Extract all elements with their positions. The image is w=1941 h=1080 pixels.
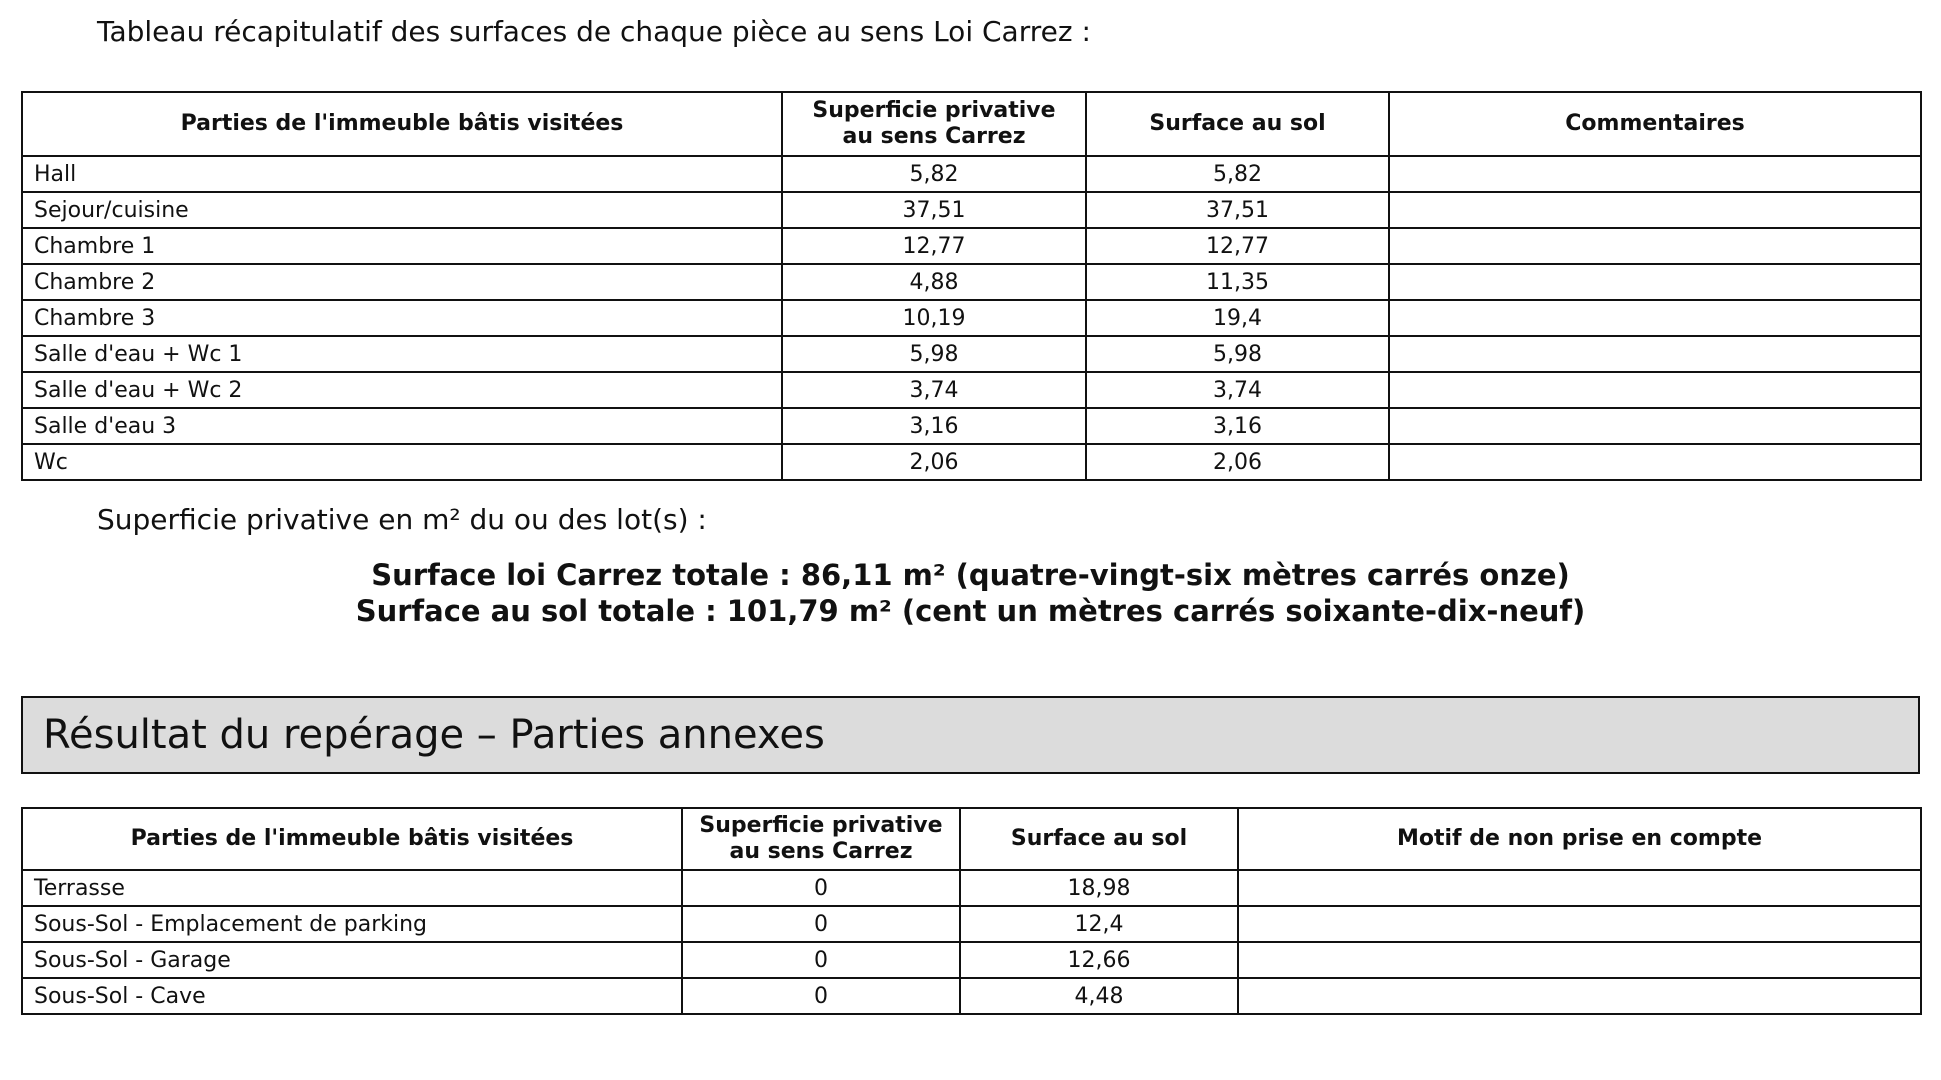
room-name-cell: Salle d'eau 3 bbox=[22, 408, 782, 444]
carrez-value-cell: 3,16 bbox=[782, 408, 1086, 444]
table-row bbox=[22, 444, 1921, 480]
room-name-cell: Hall bbox=[22, 156, 782, 192]
carrez-value-cell: 37,51 bbox=[782, 192, 1086, 228]
motif-cell bbox=[1238, 978, 1921, 1014]
comment-cell bbox=[1389, 264, 1921, 300]
table-header-row bbox=[22, 808, 1921, 870]
carrez-value-cell: 10,19 bbox=[782, 300, 1086, 336]
carrez-surface-table bbox=[21, 91, 1922, 481]
comment-cell bbox=[1389, 408, 1921, 444]
carrez-value-cell: 4,88 bbox=[782, 264, 1086, 300]
room-name-cell: Chambre 2 bbox=[22, 264, 782, 300]
sol-value-cell: 19,4 bbox=[1086, 300, 1389, 336]
table-row bbox=[22, 228, 1921, 264]
room-name-cell: Sejour/cuisine bbox=[22, 192, 782, 228]
section-title: Résultat du repérage – Parties annexes bbox=[43, 712, 825, 758]
table-row bbox=[22, 336, 1921, 372]
intro-text: Tableau récapitulatif des surfaces de chaque pièce au sens Loi Carrez : bbox=[97, 15, 1091, 48]
table-row bbox=[22, 906, 1921, 942]
carrez-value-cell: 2,06 bbox=[782, 444, 1086, 480]
sol-value-cell: 12,77 bbox=[1086, 228, 1389, 264]
sol-value-cell: 12,4 bbox=[960, 906, 1238, 942]
column-header-superficie-carrez: Superficie privative au sens Carrez bbox=[682, 808, 960, 870]
carrez-value-cell: 12,77 bbox=[782, 228, 1086, 264]
carrez-value-cell: 0 bbox=[682, 978, 960, 1014]
table-header-row bbox=[22, 92, 1921, 156]
sol-value-cell: 12,66 bbox=[960, 942, 1238, 978]
room-name-cell: Wc bbox=[22, 444, 782, 480]
sol-value-cell: 5,98 bbox=[1086, 336, 1389, 372]
motif-cell bbox=[1238, 942, 1921, 978]
annex-surface-table bbox=[21, 807, 1922, 1015]
column-header-parties: Parties de l'immeuble bâtis visitées bbox=[22, 808, 682, 870]
carrez-total: Surface loi Carrez totale : 86,11 m² (quatre-vingt-six mètres carrés onze) bbox=[371, 558, 1570, 592]
sol-value-cell: 37,51 bbox=[1086, 192, 1389, 228]
carrez-value-cell: 5,98 bbox=[782, 336, 1086, 372]
annex-name-cell: Sous-Sol - Cave bbox=[22, 978, 682, 1014]
table-row bbox=[22, 942, 1921, 978]
sol-value-cell: 11,35 bbox=[1086, 264, 1389, 300]
carrez-value-cell: 5,82 bbox=[782, 156, 1086, 192]
section-header bbox=[21, 696, 1920, 774]
comment-cell bbox=[1389, 336, 1921, 372]
sol-value-cell: 18,98 bbox=[960, 870, 1238, 906]
sol-value-cell: 2,06 bbox=[1086, 444, 1389, 480]
sol-total: Surface au sol totale : 101,79 m² (cent un mètres carrés soixante-dix-neuf) bbox=[355, 594, 1586, 628]
comment-cell bbox=[1389, 444, 1921, 480]
column-header-parties: Parties de l'immeuble bâtis visitées bbox=[22, 92, 782, 156]
room-name-cell: Salle d'eau + Wc 1 bbox=[22, 336, 782, 372]
room-name-cell: Chambre 1 bbox=[22, 228, 782, 264]
carrez-value-cell: 0 bbox=[682, 942, 960, 978]
table-row bbox=[22, 156, 1921, 192]
annex-name-cell: Sous-Sol - Emplacement de parking bbox=[22, 906, 682, 942]
comment-cell bbox=[1389, 156, 1921, 192]
column-header-surface-sol: Surface au sol bbox=[1086, 92, 1389, 156]
annex-name-cell: Terrasse bbox=[22, 870, 682, 906]
column-header-superficie-carrez: Superficie privative au sens Carrez bbox=[782, 92, 1086, 156]
column-header-surface-sol: Surface au sol bbox=[960, 808, 1238, 870]
sol-value-cell: 4,48 bbox=[960, 978, 1238, 1014]
carrez-value-cell: 0 bbox=[682, 870, 960, 906]
sol-value-cell: 3,74 bbox=[1086, 372, 1389, 408]
motif-cell bbox=[1238, 870, 1921, 906]
table-row bbox=[22, 978, 1921, 1014]
table-row bbox=[22, 264, 1921, 300]
carrez-value-cell: 0 bbox=[682, 906, 960, 942]
sol-value-cell: 5,82 bbox=[1086, 156, 1389, 192]
lot-surface-label: Superficie privative en m² du ou des lot(s) : bbox=[97, 503, 707, 536]
motif-cell bbox=[1238, 906, 1921, 942]
room-name-cell: Salle d'eau + Wc 2 bbox=[22, 372, 782, 408]
room-name-cell: Chambre 3 bbox=[22, 300, 782, 336]
table-row bbox=[22, 372, 1921, 408]
annex-name-cell: Sous-Sol - Garage bbox=[22, 942, 682, 978]
column-header-motif: Motif de non prise en compte bbox=[1238, 808, 1921, 870]
table-row bbox=[22, 300, 1921, 336]
totals-block bbox=[0, 557, 1941, 629]
comment-cell bbox=[1389, 192, 1921, 228]
comment-cell bbox=[1389, 228, 1921, 264]
column-header-commentaires: Commentaires bbox=[1389, 92, 1921, 156]
carrez-value-cell: 3,74 bbox=[782, 372, 1086, 408]
comment-cell bbox=[1389, 372, 1921, 408]
sol-value-cell: 3,16 bbox=[1086, 408, 1389, 444]
table-row bbox=[22, 408, 1921, 444]
table-row bbox=[22, 192, 1921, 228]
comment-cell bbox=[1389, 300, 1921, 336]
table-row bbox=[22, 870, 1921, 906]
